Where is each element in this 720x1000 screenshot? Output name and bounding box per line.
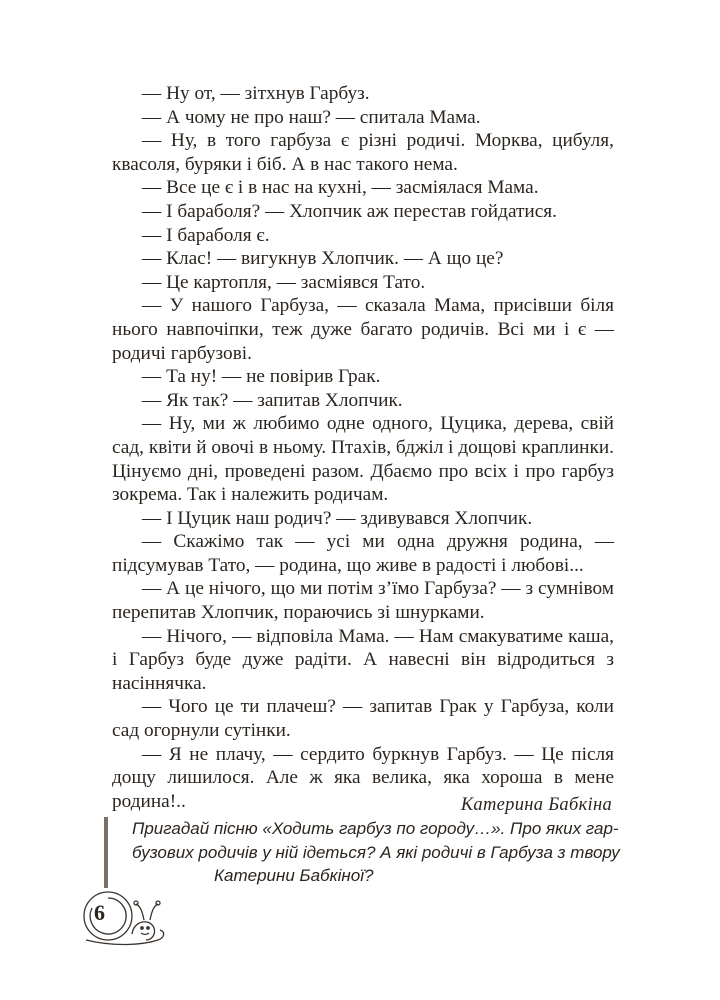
paragraph: — І бараболя? — Хлопчик аж перестав гойдатися. — [142, 200, 557, 222]
paragraph: — Скажімо так — усі ми одна дружня родина, — підсумував Тато, — родина, що живе в радості і любові... — [112, 531, 614, 576]
paragraph: — Все це є і в нас на кухні, — засміялася Мама. — [142, 177, 539, 199]
story-text — [112, 82, 614, 813]
paragraph: — А це нічого, що ми потім з’їмо Гарбуза? — з сумнівом перепитав Хлопчик, пораючись зі шнурками. — [112, 578, 614, 624]
paragraph: — Це картопля, — засміявся Тато. — [142, 271, 426, 293]
paragraph: — Як так? — запитав Хлопчик. — [142, 389, 403, 411]
page-number: 6 — [94, 900, 105, 925]
question-line: Катерини Бабкіної? — [214, 866, 374, 885]
paragraph: — Я не плачу, — сердито буркнув Гарбуз. — Це після дощу лишилося. Але ж яка велика, яка хороша в мене родина!.. — [112, 743, 614, 812]
paragraph: — І бараболя є. — [142, 224, 270, 246]
paragraph: — Ну, в того гарбуза є різні родичі. Морква, цибуля, квасоля, буряки і біб. А в нас такого нема. — [112, 130, 614, 175]
paragraph: — А чому не про наш? — спитала Мама. — [142, 106, 481, 128]
paragraph: — Та ну! — не повірив Грак. — [142, 366, 381, 388]
paragraph: — Ну от, — зітхнув Гарбуз. — [142, 83, 370, 104]
author-signature: Катерина Бабкіна — [460, 795, 612, 815]
paragraph: — Чого це ти плачеш? — запитав Грак у Гарбуза, коли сад огорнули сутінки. — [112, 696, 614, 742]
paragraph: — Нічого, — відповіла Мама. — Нам смакуватиме каша, і Гарбуз буде дуже радіти. А навесні він відродиться з насіннячка. — [112, 625, 614, 694]
paragraph: — І Цуцик наш родич? — здивувався Хлопчик. — [142, 507, 533, 529]
paragraph: — У нашого Гарбуза, — сказала Мама, присівши біля нього навпочіпки, теж дуже багато родичів. Всі ми і є — родичі гарбузові. — [112, 295, 614, 364]
page-number-decoration — [80, 880, 180, 950]
question-line: Пригадай пісню «Ходить гарбуз по городу…». Про яких гар- — [132, 819, 619, 838]
question-box — [104, 817, 632, 888]
question-line: бузових родичів у ній ідеться? А які родичі в Гарбуза з твору — [132, 842, 620, 862]
paragraph: — Клас! — вигукнув Хлопчик. — А що це? — [142, 248, 504, 270]
paragraph: — Ну, ми ж любимо одне одного, Цуцика, дерева, свій сад, квіти й овочі в ньому. Птахів, бджіл і дощові краплинки. Цінуємо дні, проведені разом. Дбаємо про всіх і про гарбуз зокрема. Так і належить родичам. — [112, 413, 614, 506]
